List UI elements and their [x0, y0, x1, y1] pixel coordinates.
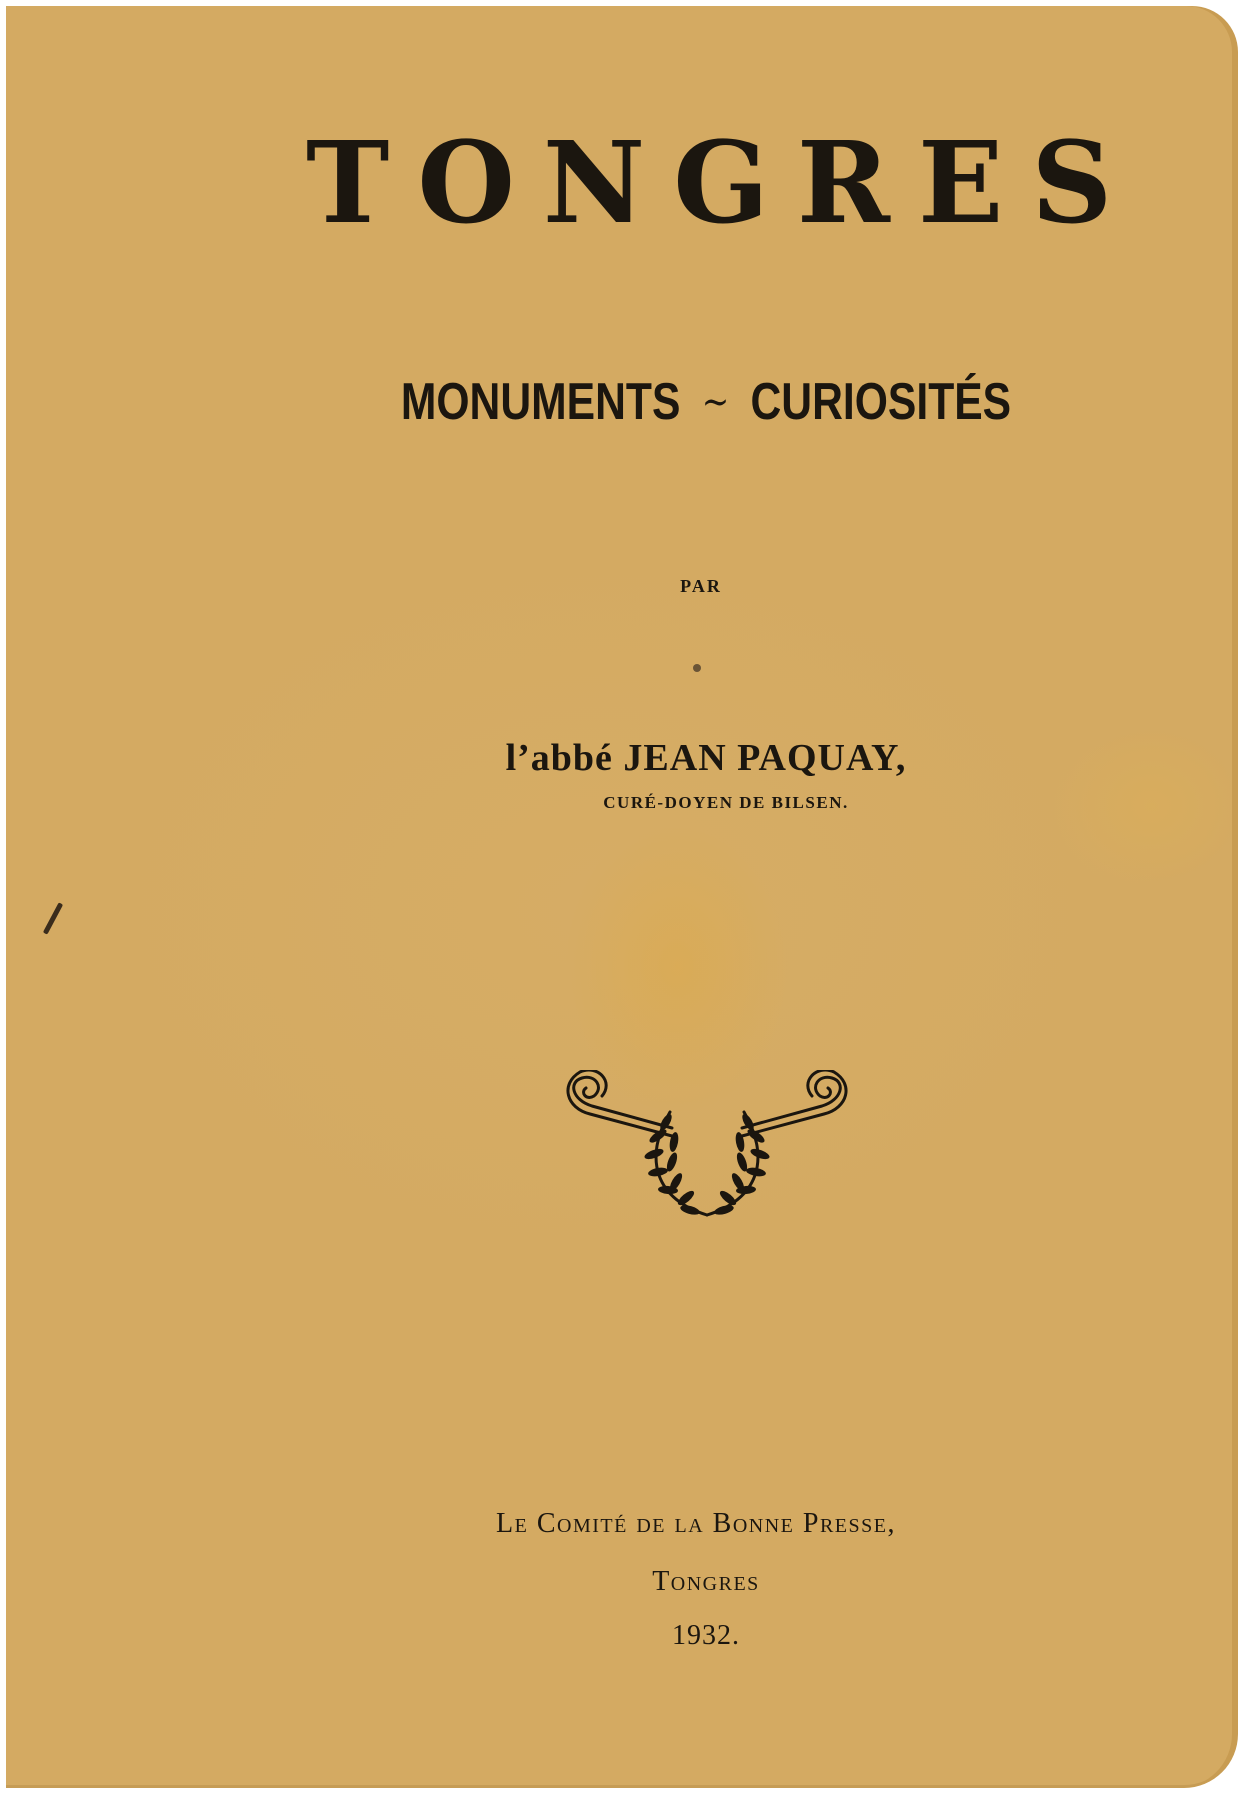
by-label: PAR: [680, 576, 722, 596]
publication-year: 1932.: [672, 1620, 740, 1651]
subtitle-curiosites: CURIOSITÉS: [750, 373, 1012, 431]
subtitle-monuments: MONUMENTS: [400, 373, 681, 431]
book-cover: [6, 6, 1238, 1788]
author-role: CURÉ-DOYEN DE BILSEN.: [603, 793, 849, 812]
subtitle-separator: ~: [701, 379, 730, 425]
author-name: l’abbé JEAN PAQUAY,: [505, 737, 907, 779]
publisher-city: Tongres: [652, 1566, 760, 1597]
book-subtitle: [400, 373, 1012, 431]
publisher-name: Le Comité de la Bonne Presse,: [496, 1508, 896, 1539]
ink-stroke-mark: [43, 902, 63, 934]
ink-dot: [693, 664, 701, 672]
laurel-wreath-scroll-icon: [562, 1070, 852, 1220]
book-title: TONGRES: [306, 118, 1141, 249]
